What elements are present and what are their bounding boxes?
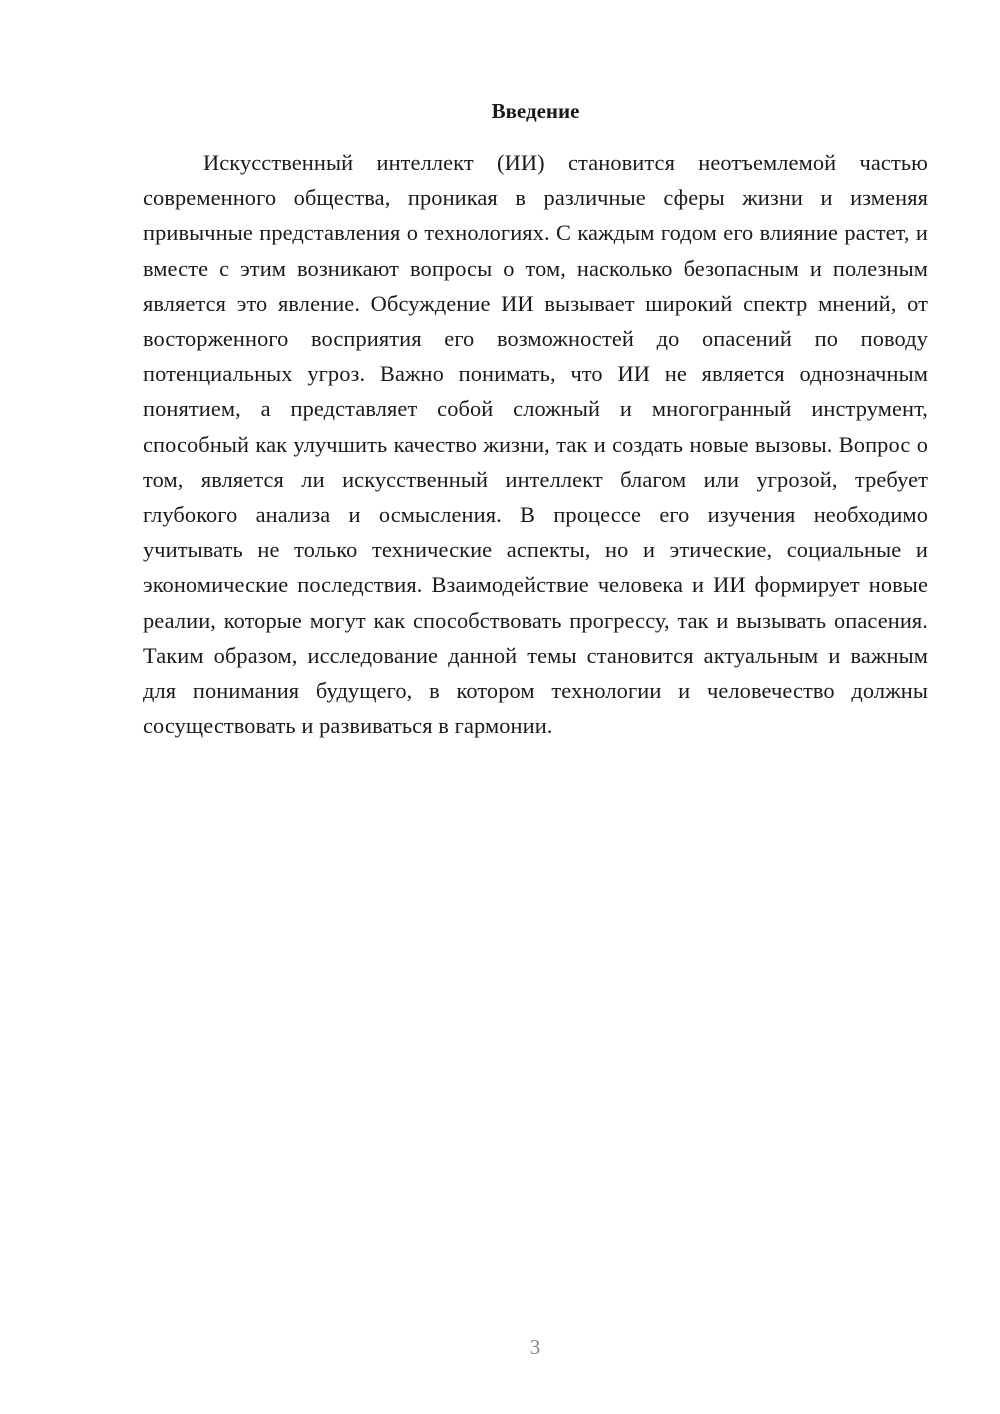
section-heading: Введение: [491, 99, 580, 123]
body-paragraph: Искусственный интеллект (ИИ) становится неотъемлемой частью современного общества, проникая в различные сферы жизни и изменяя привычные представления о технологиях. С каждым годом его влияние растет, и вместе с этим возникают вопросы о том, насколько безопасным и полезным является это явление. Обсуждение ИИ вызывает широкий спектр мнений, от восторженного восприятия его возможностей до опасений по поводу потенциальных угроз. Важно понимать, что ИИ не является однозначным понятием, а представляет собой сложный и многогранный инструмент, способный как улучшить качество жизни, так и создать новые вызовы. Вопрос о том, является ли искусственный интеллект благом или угрозой, требует глубокого анализа и осмысления. В процессе его изучения необходимо учитывать не только технические аспекты, но и этические, социальные и экономические последствия. Взаимодействие человека и ИИ формирует новые реалии, которые могут как способствовать прогрессу, так и вызывать опасения. Таким образом, исследование данной темы становится актуальным и важным для понимания будущего, в котором технологии и человечество должны сосуществовать и развиваться в гармонии.: [143, 150, 928, 739]
page-number: 3: [529, 1335, 541, 1359]
